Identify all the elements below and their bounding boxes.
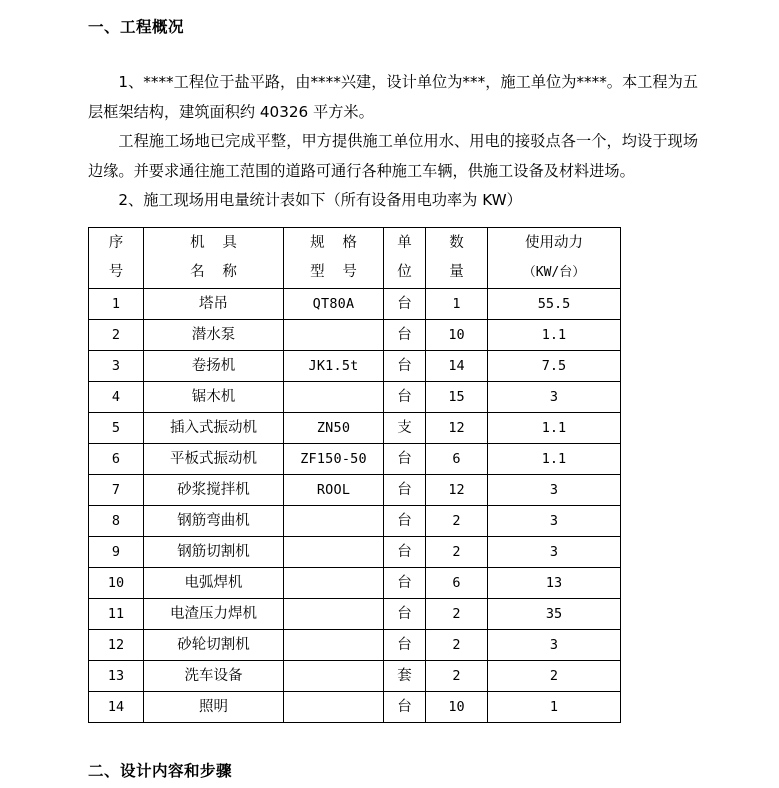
cell-serial-number: 7 <box>89 475 144 506</box>
body-text-block <box>88 68 698 216</box>
cell-equipment-name: 钢筋弯曲机 <box>144 506 284 537</box>
cell-unit: 台 <box>384 692 426 723</box>
cell-equipment-name: 潜水泵 <box>144 320 284 351</box>
cell-unit: 台 <box>384 351 426 382</box>
table-row <box>89 475 621 506</box>
section-heading-design-content: 二、设计内容和步骤 <box>88 762 233 780</box>
table-header <box>89 228 621 289</box>
cell-serial-number: 14 <box>89 692 144 723</box>
cell-serial-number: 11 <box>89 599 144 630</box>
table-row <box>89 599 621 630</box>
cell-unit: 支 <box>384 413 426 444</box>
cell-unit: 台 <box>384 537 426 568</box>
cell-unit: 台 <box>384 382 426 413</box>
cell-specification-model <box>284 692 384 723</box>
cell-power: 1.1 <box>488 320 621 351</box>
section-heading-engineering-overview: 一、工程概况 <box>88 18 185 36</box>
cell-equipment-name: 砂浆搅拌机 <box>144 475 284 506</box>
cell-equipment-name: 电渣压力焊机 <box>144 599 284 630</box>
cell-serial-number: 10 <box>89 568 144 599</box>
cell-power: 13 <box>488 568 621 599</box>
cell-serial-number: 2 <box>89 320 144 351</box>
cell-quantity: 2 <box>426 537 488 568</box>
cell-specification-model <box>284 568 384 599</box>
paragraph-table-caption: 2、施工现场用电量统计表如下（所有设备用电功率为 KW） <box>118 191 522 209</box>
table-row <box>89 413 621 444</box>
table-row <box>89 351 621 382</box>
paragraph-site-conditions: 工程施工场地已完成平整，甲方提供施工单位用水、用电的接驳点各一个，均设于现场边缘。并要求通往施工范围的道路可通行各种施工车辆，供施工设备及材料进场。 <box>88 132 698 180</box>
cell-serial-number: 9 <box>89 537 144 568</box>
header-line-2: 名 称 <box>190 264 244 280</box>
cell-power: 1 <box>488 692 621 723</box>
header-line-1: 单 <box>397 235 412 251</box>
cell-power: 7.5 <box>488 351 621 382</box>
cell-unit: 台 <box>384 289 426 320</box>
cell-specification-model: QT80A <box>284 289 384 320</box>
table-row <box>89 661 621 692</box>
cell-power: 1.1 <box>488 444 621 475</box>
cell-unit: 台 <box>384 568 426 599</box>
table-row <box>89 289 621 320</box>
cell-serial-number: 1 <box>89 289 144 320</box>
cell-quantity: 2 <box>426 661 488 692</box>
column-header-unit <box>384 228 426 289</box>
cell-serial-number: 4 <box>89 382 144 413</box>
cell-unit: 台 <box>384 475 426 506</box>
cell-equipment-name: 砂轮切割机 <box>144 630 284 661</box>
cell-equipment-name: 卷扬机 <box>144 351 284 382</box>
equipment-power-table <box>88 227 621 723</box>
cell-equipment-name: 钢筋切割机 <box>144 537 284 568</box>
cell-quantity: 14 <box>426 351 488 382</box>
cell-specification-model <box>284 537 384 568</box>
header-line-2: 位 <box>397 264 412 280</box>
cell-serial-number: 12 <box>89 630 144 661</box>
cell-specification-model: ZN50 <box>284 413 384 444</box>
table-row <box>89 320 621 351</box>
cell-quantity: 12 <box>426 475 488 506</box>
cell-quantity: 2 <box>426 599 488 630</box>
table-row <box>89 692 621 723</box>
table-row <box>89 630 621 661</box>
cell-equipment-name: 电弧焊机 <box>144 568 284 599</box>
cell-quantity: 10 <box>426 692 488 723</box>
cell-unit: 套 <box>384 661 426 692</box>
cell-specification-model <box>284 630 384 661</box>
cell-equipment-name: 插入式振动机 <box>144 413 284 444</box>
header-line-1: 使用动力 <box>525 235 583 251</box>
header-line-1: 机 具 <box>190 235 244 251</box>
cell-specification-model <box>284 320 384 351</box>
cell-quantity: 15 <box>426 382 488 413</box>
cell-specification-model: JK1.5t <box>284 351 384 382</box>
cell-equipment-name: 照明 <box>144 692 284 723</box>
cell-power: 3 <box>488 475 621 506</box>
equipment-power-table-wrapper <box>88 227 620 723</box>
table-row <box>89 568 621 599</box>
cell-equipment-name: 塔吊 <box>144 289 284 320</box>
cell-quantity: 6 <box>426 568 488 599</box>
cell-power: 3 <box>488 382 621 413</box>
cell-specification-model <box>284 506 384 537</box>
header-line-1: 数 <box>449 235 464 251</box>
cell-serial-number: 6 <box>89 444 144 475</box>
header-line-1: 规 格 <box>310 235 364 251</box>
cell-power: 2 <box>488 661 621 692</box>
cell-equipment-name: 平板式振动机 <box>144 444 284 475</box>
cell-specification-model <box>284 382 384 413</box>
cell-unit: 台 <box>384 506 426 537</box>
cell-power: 55.5 <box>488 289 621 320</box>
column-header-serial-number <box>89 228 144 289</box>
cell-serial-number: 8 <box>89 506 144 537</box>
cell-unit: 台 <box>384 599 426 630</box>
header-line-2: 型 号 <box>310 264 364 280</box>
table-row <box>89 382 621 413</box>
cell-power: 35 <box>488 599 621 630</box>
header-line-1: 序 <box>108 235 124 251</box>
column-header-power-consumption <box>488 228 621 289</box>
cell-specification-model: ROOL <box>284 475 384 506</box>
cell-specification-model <box>284 661 384 692</box>
cell-equipment-name: 洗车设备 <box>144 661 284 692</box>
cell-specification-model: ZF150-50 <box>284 444 384 475</box>
cell-serial-number: 3 <box>89 351 144 382</box>
cell-quantity: 10 <box>426 320 488 351</box>
cell-unit: 台 <box>384 320 426 351</box>
table-row <box>89 537 621 568</box>
cell-power: 1.1 <box>488 413 621 444</box>
cell-power: 3 <box>488 506 621 537</box>
cell-serial-number: 5 <box>89 413 144 444</box>
table-row <box>89 506 621 537</box>
cell-unit: 台 <box>384 444 426 475</box>
cell-quantity: 12 <box>426 413 488 444</box>
header-line-2: 量 <box>449 264 464 280</box>
table-body <box>89 289 621 723</box>
cell-quantity: 2 <box>426 506 488 537</box>
cell-serial-number: 13 <box>89 661 144 692</box>
header-line-2: （KW/台） <box>522 265 586 280</box>
header-line-2: 号 <box>108 264 124 280</box>
cell-quantity: 6 <box>426 444 488 475</box>
cell-power: 3 <box>488 630 621 661</box>
cell-quantity: 2 <box>426 630 488 661</box>
column-header-specification-model <box>284 228 384 289</box>
table-header-row <box>89 228 621 289</box>
column-header-quantity <box>426 228 488 289</box>
table-row <box>89 444 621 475</box>
cell-unit: 台 <box>384 630 426 661</box>
paragraph-project-intro: 1、****工程位于盐平路，由****兴建，设计单位为***，施工单位为****。本工程为五层框架结构，建筑面积约 40326 平方米。 <box>88 73 698 121</box>
column-header-equipment-name <box>144 228 284 289</box>
cell-specification-model <box>284 599 384 630</box>
cell-power: 3 <box>488 537 621 568</box>
cell-quantity: 1 <box>426 289 488 320</box>
cell-equipment-name: 锯木机 <box>144 382 284 413</box>
